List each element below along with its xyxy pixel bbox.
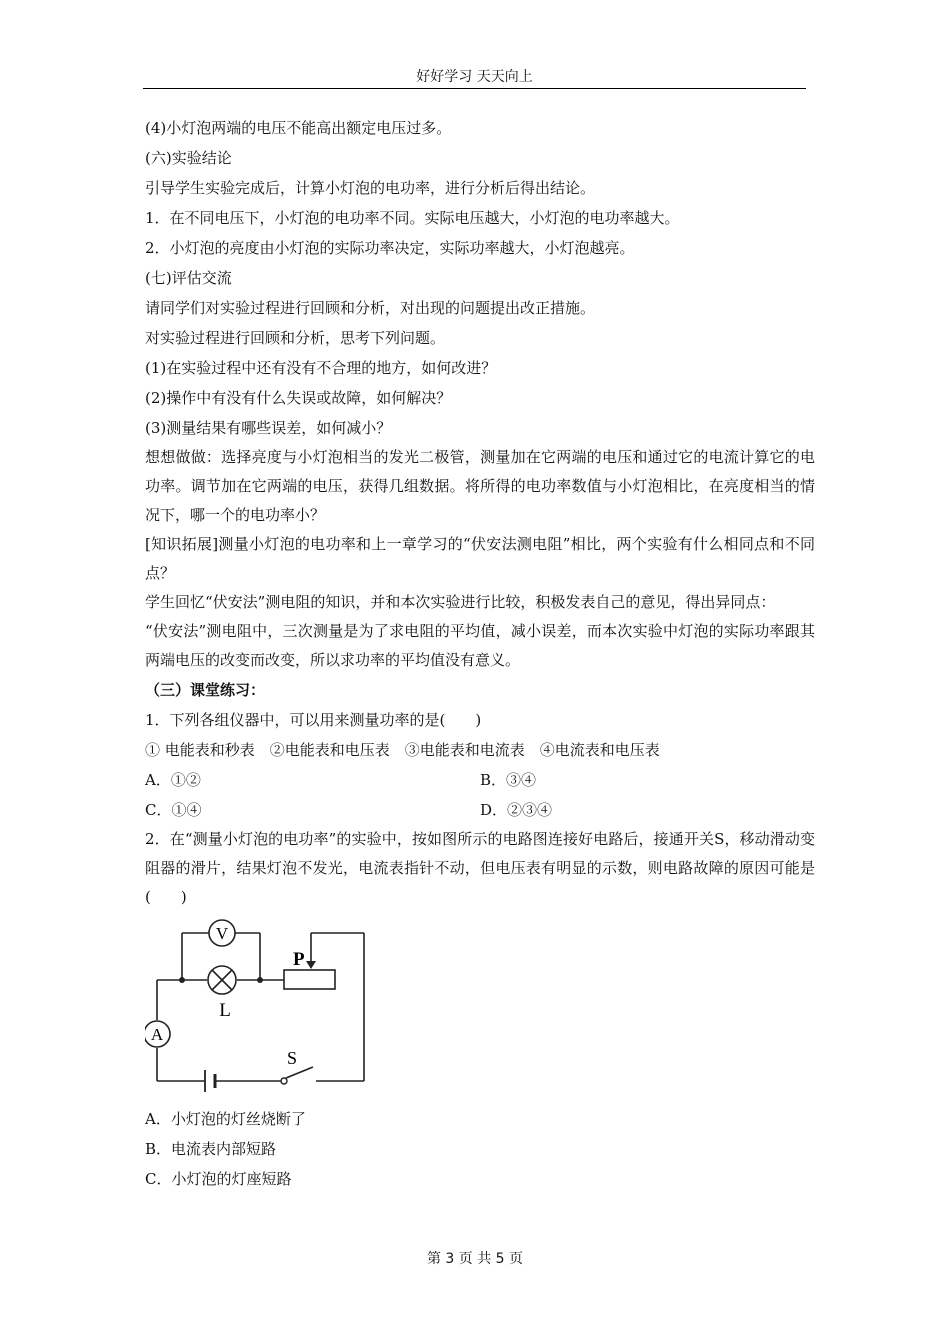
text-line: (2)操作中有没有什么失误或故障，如何解决？: [145, 389, 452, 407]
question-1-options-row-1: [145, 765, 815, 795]
lamp-label: L: [219, 1000, 231, 1021]
page-header: 好好学习 天天向上: [416, 69, 533, 85]
page-footer: 第 3 页 共 5 页: [426, 1251, 524, 1267]
question-2-option-a: A．小灯泡的灯丝烧断了: [145, 1110, 306, 1128]
voltmeter-label: V: [215, 924, 229, 943]
practice-heading: （三）课堂练习：: [145, 681, 266, 699]
header-rule: [143, 88, 806, 89]
option-b: B．③④: [480, 771, 537, 789]
rheostat: [284, 970, 335, 989]
text-line: 对实验过程进行回顾和分析，思考下列问题。: [145, 329, 446, 347]
option-c: C．①④: [145, 801, 202, 819]
recall-paragraph: [145, 588, 815, 617]
question-1-stem: 1．下列各组仪器中，可以用来测量功率的是( ): [145, 711, 482, 729]
question-2-stem: 2．在“测量小灯泡的电功率”的实验中，按如图所示的电路图连接好电路后，接通开关S，移动滑动变阻器的滑片，结果灯泡不发光，电流表指针不动，但电压表有明显的示数，则电路故障的原因可能是( ): [145, 830, 815, 906]
text-line: (4)小灯泡两端的电压不能高出额定电压过多。: [145, 119, 452, 137]
question-2-option-c: C．小灯泡的灯座短路: [145, 1170, 292, 1188]
question-2: [145, 825, 815, 912]
text-line: 引导学生实验完成后，计算小灯泡的电功率，进行分析后得出结论。: [145, 179, 596, 197]
extension-paragraph: [145, 530, 815, 588]
answer-text: “伏安法”测电阻中，三次测量是为了求电阻的平均值，减小误差，而本次实验中灯泡的实际功率跟其两端电压的改变而改变，所以求功率的平均值没有意义。: [145, 622, 815, 669]
text-line: 1．在不同电压下，小灯泡的电功率不同。实际电压越大，小灯泡的电功率越大。: [145, 209, 680, 227]
option-d: D．②③④: [480, 801, 553, 819]
answer-paragraph: [145, 617, 815, 675]
document-body: [145, 113, 815, 1194]
extension-text: [知识拓展]测量小灯泡的电功率和上一章学习的“伏安法测电阻”相比，两个实验有什么相同点和不同点？: [145, 535, 815, 582]
junction-dot: [257, 977, 263, 983]
text-line: 请同学们对实验过程进行回顾和分析，对出现的问题提出改正措施。: [145, 299, 596, 317]
switch-contact: [281, 1078, 287, 1084]
question-2-option-b: B．电流表内部短路: [145, 1140, 277, 1158]
junction-dot: [179, 977, 185, 983]
text-line: (1)在实验过程中还有没有不合理的地方，如何改进？: [145, 359, 497, 377]
think-do-text: 想想做做：选择亮度与小灯泡相当的发光二极管，测量加在它两端的电压和通过它的电流计算它的电功率。调节加在它两端的电压，获得几组数据。将所得的电功率数值与小灯泡相比，在亮度相当的情况下，哪一个的电功率小？: [145, 448, 815, 524]
slider-label: P: [293, 949, 305, 970]
circuit-diagram: [145, 918, 375, 1100]
question-1-items: ① 电能表和秒表 ②电能表和电压表 ③电能表和电流表 ④电流表和电压表: [145, 741, 660, 759]
switch-label: S: [287, 1048, 298, 1068]
question-1-options-row-2: [145, 795, 815, 825]
ammeter-label: A: [150, 1025, 164, 1044]
section-heading: (六)实验结论: [145, 149, 232, 167]
section-heading: (七)评估交流: [145, 269, 232, 287]
slider-arrow-icon: [306, 961, 316, 969]
think-do-paragraph: [145, 443, 815, 530]
text-line: (3)测量结果有哪些误差，如何减小？: [145, 419, 392, 437]
text-line: 2．小灯泡的亮度由小灯泡的实际功率决定，实际功率越大，小灯泡越亮。: [145, 239, 635, 257]
recall-text: 学生回忆“伏安法”测电阻的知识，并和本次实验进行比较，积极发表自己的意见，得出异同点：: [145, 593, 776, 611]
option-a: A．①②: [145, 771, 201, 789]
